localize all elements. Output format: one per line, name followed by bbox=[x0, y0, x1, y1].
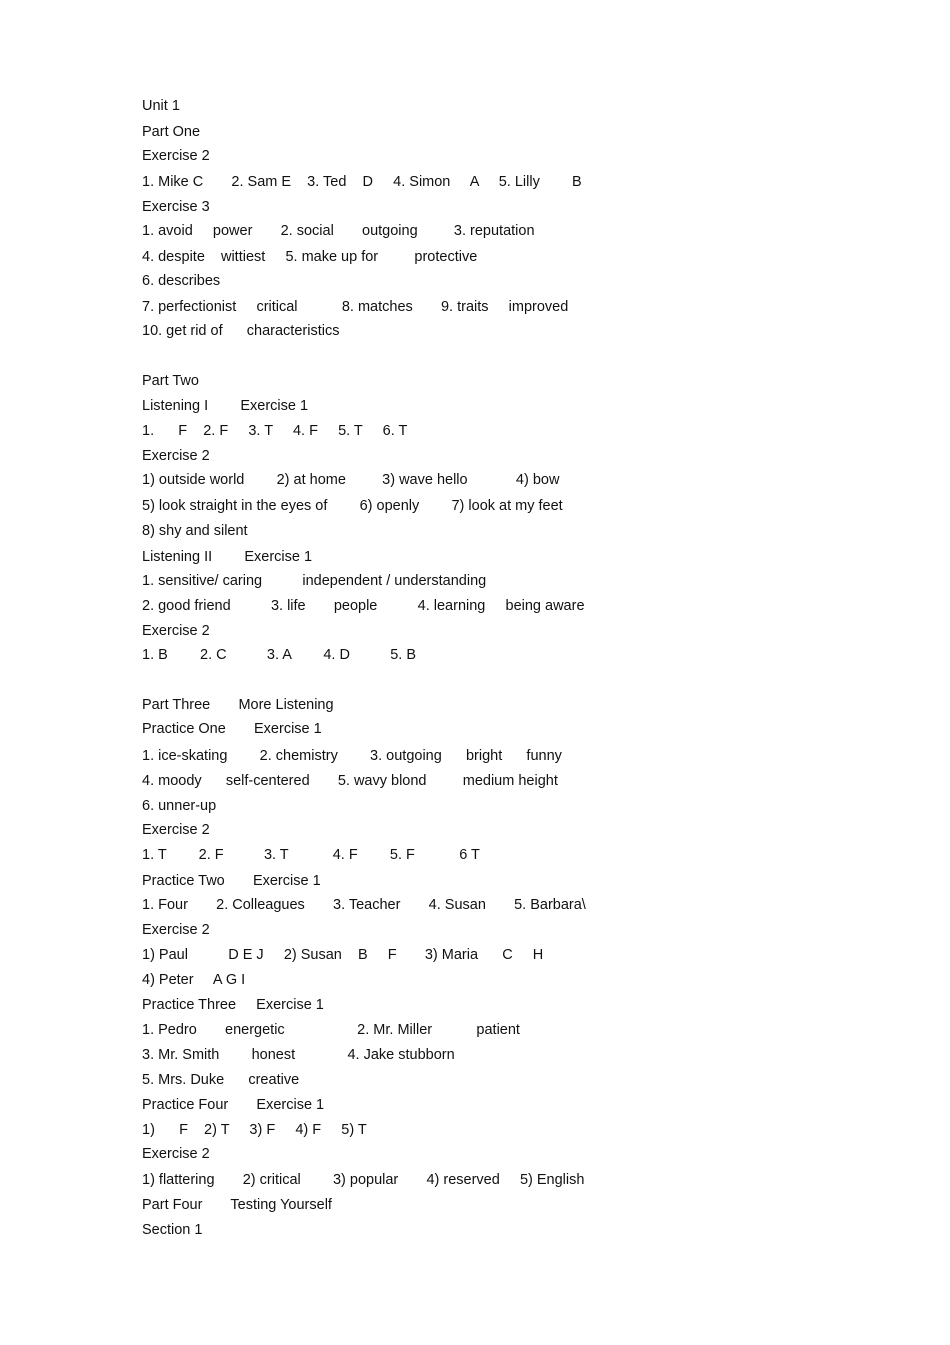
answer-line: 5. Mrs. Duke creative bbox=[142, 1072, 300, 1088]
answer-line: 1) flattering 2) critical 3) popular 4) reserved 5) English bbox=[142, 1172, 585, 1188]
answer-line: 10. get rid of characteristics bbox=[142, 323, 340, 339]
answer-line: 8) shy and silent bbox=[142, 523, 248, 539]
exercise-heading: Exercise 2 bbox=[142, 922, 210, 938]
section-heading: Practice Four Exercise 1 bbox=[142, 1097, 325, 1113]
exercise-heading: Exercise 2 bbox=[142, 822, 210, 838]
answer-line: 6. describes bbox=[142, 273, 221, 289]
section-heading: Section 1 bbox=[142, 1222, 203, 1238]
answer-line: 2. good friend 3. life people 4. learning being aware bbox=[142, 598, 585, 614]
exercise-heading: Exercise 2 bbox=[142, 623, 210, 639]
section-heading: Listening I Exercise 1 bbox=[142, 398, 309, 414]
answer-line: 1. sensitive/ caring independent / understanding bbox=[142, 573, 487, 589]
section-heading: Practice One Exercise 1 bbox=[142, 721, 322, 737]
section-heading: Practice Two Exercise 1 bbox=[142, 873, 321, 889]
answer-line: 1. Pedro energetic 2. Mr. Miller patient bbox=[142, 1022, 520, 1038]
exercise-heading: Exercise 3 bbox=[142, 199, 210, 215]
exercise-heading: Exercise 2 bbox=[142, 448, 210, 464]
exercise-heading: Exercise 2 bbox=[142, 1146, 210, 1162]
answer-line: 6. unner-up bbox=[142, 798, 217, 814]
answer-line: 4. moody self-centered 5. wavy blond medium height bbox=[142, 773, 558, 789]
part-four-heading: Part Four Testing Yourself bbox=[142, 1197, 332, 1213]
part-three-heading: Part Three More Listening bbox=[142, 697, 334, 713]
answer-line: 4. despite wittiest 5. make up for protective bbox=[142, 249, 478, 265]
exercise-heading: Exercise 2 bbox=[142, 148, 210, 164]
answer-line: 7. perfectionist critical 8. matches 9. traits improved bbox=[142, 299, 569, 315]
answer-line: 3. Mr. Smith honest 4. Jake stubborn bbox=[142, 1047, 455, 1063]
answer-line: 1. Four 2. Colleagues 3. Teacher 4. Susan 5. Barbara\ bbox=[142, 897, 586, 913]
answer-line: 1) outside world 2) at home 3) wave hello 4) bow bbox=[142, 472, 560, 488]
answer-line: 1. ice-skating 2. chemistry 3. outgoing bright funny bbox=[142, 748, 562, 764]
part-one-heading: Part One bbox=[142, 124, 201, 140]
section-heading: Practice Three Exercise 1 bbox=[142, 997, 324, 1013]
answer-line: 1. avoid power 2. social outgoing 3. reputation bbox=[142, 223, 535, 239]
answer-line: 1. Mike C 2. Sam E 3. Ted D 4. Simon A 5. Lilly B bbox=[142, 174, 582, 190]
unit-heading: Unit 1 bbox=[142, 98, 180, 114]
part-two-heading: Part Two bbox=[142, 373, 199, 389]
answer-line: 4) Peter A G I bbox=[142, 972, 246, 988]
section-heading: Listening II Exercise 1 bbox=[142, 549, 313, 565]
answer-line: 1. F 2. F 3. T 4. F 5. T 6. T bbox=[142, 423, 408, 439]
answer-line: 1) Paul D E J 2) Susan B F 3) Maria C H bbox=[142, 947, 544, 963]
answer-line: 1. B 2. C 3. A 4. D 5. B bbox=[142, 647, 416, 663]
answer-line: 1. T 2. F 3. T 4. F 5. F 6 T bbox=[142, 847, 480, 863]
answer-line: 1) F 2) T 3) F 4) F 5) T bbox=[142, 1122, 367, 1138]
answer-line: 5) look straight in the eyes of 6) openly 7) look at my feet bbox=[142, 498, 563, 514]
